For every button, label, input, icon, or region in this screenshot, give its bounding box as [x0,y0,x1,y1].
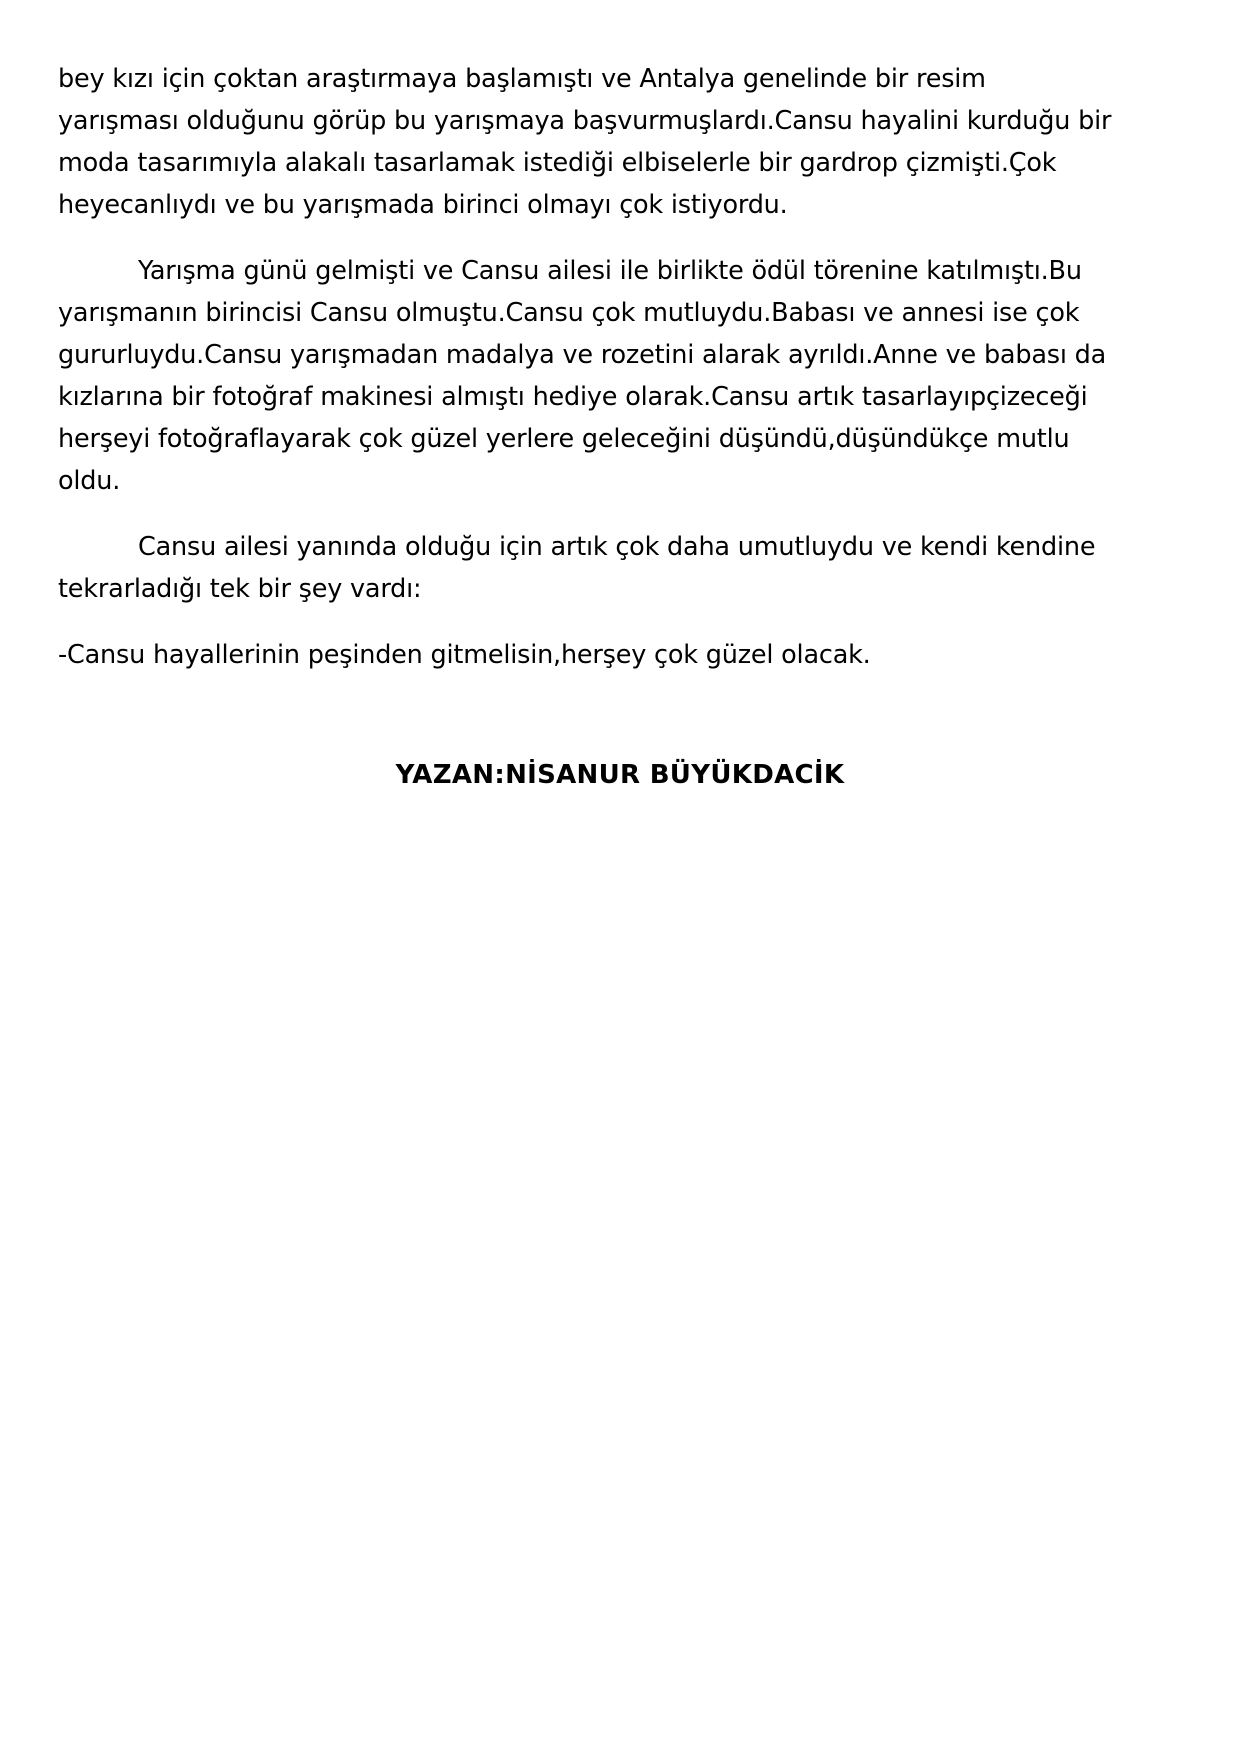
dialogue-line: -Cansu hayallerinin peşinden gitmelisin,herşey çok güzel olacak. [58,640,871,670]
paragraph-1-line-2: yarışması olduğunu görüp bu yarışmaya başvurmuşlardı.Cansu hayalini kurduğu bir [58,106,1112,136]
paragraph-2-line-3: gururluydu.Cansu yarışmadan madalya ve rozetini alarak ayrıldı.Anne ve babası da [58,340,1107,370]
paragraph-2-line-6: oldu. [58,466,121,496]
paragraph-3-line-2: tekrarladığı tek bir şey vardı: [58,574,422,604]
paragraph-2-line-5: herşeyi fotoğraflayarak çok güzel yerlere geleceğini düşündü,düşündükçe mutlu [58,424,1070,454]
paragraph-2-line-1: Yarışma günü gelmişti ve Cansu ailesi ile birlikte ödül törenine katılmıştı.Bu [138,256,1082,286]
paragraph-1-line-4: heyecanlıydı ve bu yarışmada birinci olmayı çok istiyordu. [58,190,788,220]
paragraph-1-line-1: bey kızı için çoktan araştırmaya başlamıştı ve Antalya genelinde bir resim [58,64,986,94]
paragraph-1-line-3: moda tasarımıyla alakalı tasarlamak istediği elbiselerle bir gardrop çizmişti.Çok [58,148,1057,178]
paragraph-2-line-2: yarışmanın birincisi Cansu olmuştu.Cansu çok mutluydu.Babası ve annesi ise çok [58,298,1080,328]
author-signature: YAZAN:NİSANUR BÜYÜKDACİK [395,760,845,790]
paragraph-3-line-1: Cansu ailesi yanında olduğu için artık çok daha umutluydu ve kendi kendine [138,532,1096,562]
paragraph-2-line-4: kızlarına bir fotoğraf makinesi almıştı hediye olarak.Cansu artık tasarlayıpçizeceği [58,382,1088,412]
